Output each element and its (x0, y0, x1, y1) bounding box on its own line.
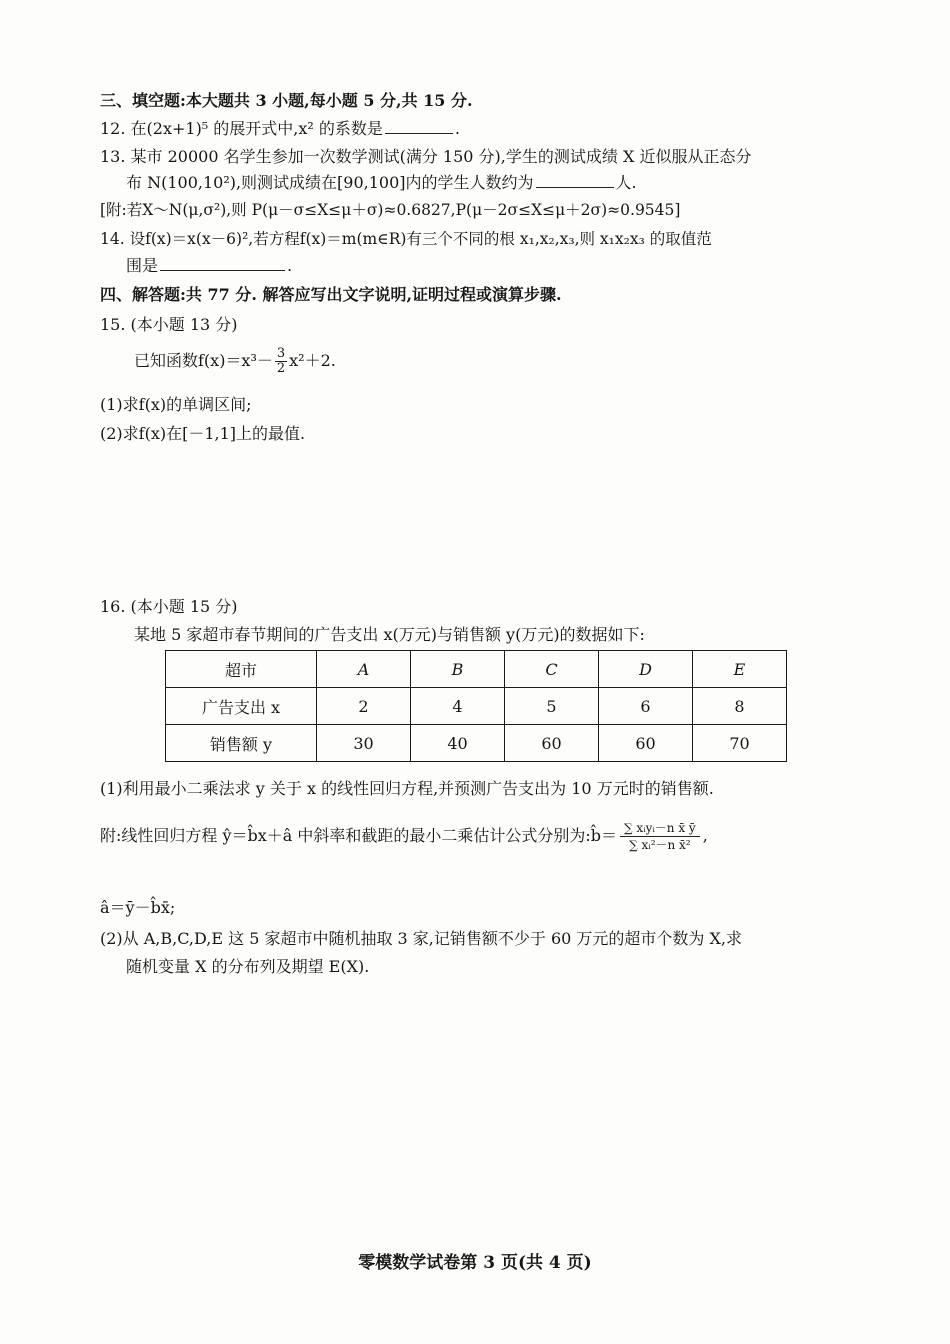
regression-appendix (100, 818, 708, 854)
table-cell: 销售额 y (166, 725, 317, 762)
q13-text: 布 N(100,10²),则测试成绩在[90,100]内的学生人数约为 (126, 173, 534, 192)
question-15-part1: (1)求f(x)的单调区间; (100, 395, 252, 414)
table-header-cell: E (693, 651, 787, 688)
q15-stem-rest: x²＋2. (289, 351, 336, 370)
question-16-part1: (1)利用最小二乘法求 y 关于 x 的线性回归方程,并预测广告支出为 10 万元时的销售额. (100, 779, 714, 798)
table-cell: 5 (505, 688, 599, 725)
question-14-line2 (126, 255, 292, 277)
q13-end: 人. (615, 173, 637, 192)
fraction-numerator: 3 (276, 346, 286, 361)
question-14-line1: 14. 设f(x)＝x(x－6)²,若方程f(x)＝m(m∈R)有三个不同的根 x₁,x₂,x₃,则 x₁x₂x₃ 的取值范 (100, 230, 712, 248)
data-table (165, 650, 787, 762)
question-16-stem: 某地 5 家超市春节期间的广告支出 x(万元)与销售额 y(万元)的数据如下: (134, 625, 645, 644)
section3-header: 三、填空题:本大题共 3 小题,每小题 5 分,共 15 分. (100, 91, 473, 110)
q12-text: 12. 在(2x+1)⁵ 的展开式中,x² 的系数是 (100, 119, 383, 138)
table-cell: 40 (411, 725, 505, 762)
fraction-denominator: 2 (276, 361, 286, 376)
table-header-cell: 超市 (166, 651, 317, 688)
table-cell: 60 (599, 725, 693, 762)
answer-blank (385, 119, 453, 134)
fraction (275, 347, 287, 376)
table-row (166, 725, 787, 762)
formula-denominator: ∑ xᵢ²－n x̄² (629, 838, 691, 852)
intercept-formula: â＝ȳ－b̂x̄; (100, 898, 176, 917)
question-12 (100, 118, 460, 140)
table-cell: 6 (599, 688, 693, 725)
question-13-line2 (126, 172, 637, 194)
formula-numerator: ∑ xᵢyᵢ－n x̄ ȳ (620, 820, 700, 837)
question-15-title: 15. (本小题 13 分) (100, 315, 238, 334)
q14-end: . (287, 256, 293, 275)
table-cell: 30 (317, 725, 411, 762)
table-cell: 70 (693, 725, 787, 762)
question-16-title: 16. (本小题 15 分) (100, 597, 238, 616)
table-header-cell: D (599, 651, 693, 688)
table-row (166, 651, 787, 688)
section4-header: 四、解答题:共 77 分. 解答应写出文字说明,证明过程或演算步骤. (100, 285, 562, 304)
table-cell: 广告支出 x (166, 688, 317, 725)
table-cell: 4 (411, 688, 505, 725)
question-15-part2: (2)求f(x)在[－1,1]上的最值. (100, 424, 306, 443)
appendix-text: 附:线性回归方程 ŷ＝b̂x＋â 中斜率和截距的最小二乘估计公式分别为:b̂＝ (100, 826, 618, 845)
q15-stem-text: 已知函数f(x)＝x³－ (134, 351, 273, 370)
appendix-end: , (702, 826, 708, 845)
question-13-line1: 13. 某市 20000 名学生参加一次数学测试(满分 150 分),学生的测试成绩 X 近似服从正态分 (100, 147, 752, 166)
question-15-stem (134, 344, 336, 378)
question-13-note: [附:若X～N(μ,σ²),则 P(μ－σ≤X≤μ＋σ)≈0.6827,P(μ－2σ≤X≤μ＋2σ)≈0.9545] (100, 201, 681, 219)
table-header-cell: B (411, 651, 505, 688)
answer-blank (536, 173, 614, 188)
table-cell: 8 (693, 688, 787, 725)
table-row (166, 688, 787, 725)
q14-text: 围是 (126, 256, 159, 275)
question-16-part2-line2: 随机变量 X 的分布列及期望 E(X). (126, 957, 370, 976)
answer-blank (160, 256, 285, 271)
table-cell: 2 (317, 688, 411, 725)
table-header-cell: A (317, 651, 411, 688)
table-cell: 60 (505, 725, 599, 762)
table-header-cell: C (505, 651, 599, 688)
slope-formula (620, 820, 700, 853)
question-16-part2-line1: (2)从 A,B,C,D,E 这 5 家超市中随机抽取 3 家,记销售额不少于 60 万元的超市个数为 X,求 (100, 929, 742, 948)
q12-end: . (454, 119, 461, 138)
page-footer: 零模数学试卷第 3 页(共 4 页) (358, 1253, 592, 1273)
